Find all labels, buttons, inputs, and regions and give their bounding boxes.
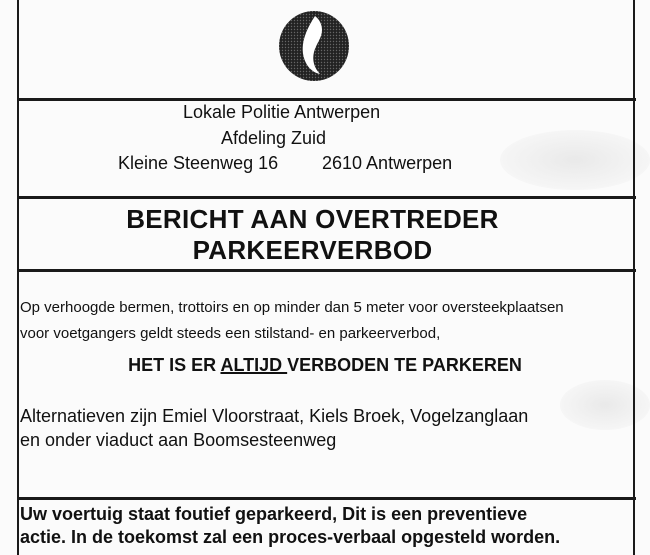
organization-name: Lokale Politie Antwerpen	[183, 102, 381, 122]
footer-line1: Uw voertuig staat foutief geparkeerd, Dit is een preventieve	[20, 504, 528, 524]
divider-title	[18, 269, 636, 272]
notice-title-line2: PARKEERVERBOD	[192, 235, 433, 265]
divider-address	[18, 196, 636, 199]
postal-city: 2610 Antwerpen	[322, 153, 453, 173]
warning-emphasis: ALTIJD	[220, 355, 288, 375]
scan-smudge	[560, 380, 650, 430]
left-border	[17, 0, 19, 555]
department-name: Afdeling Zuid	[221, 128, 327, 148]
alternatives-line1: Alternatieven zijn Emiel Vloorstraat, Kiels Broek, Vogelzanglaan	[20, 406, 529, 426]
scan-smudge	[500, 130, 650, 190]
parking-warning	[0, 354, 650, 376]
warning-before: HET IS ER	[128, 355, 221, 375]
footer-line2: actie. In de toekomst zal een proces-verbaal opgesteld worden.	[20, 527, 561, 547]
divider-footer	[18, 497, 636, 500]
rule-text-line1: Op verhoogde bermen, trottoirs en op minder dan 5 meter voor oversteekplaatsen	[20, 299, 564, 316]
rule-text-line2: voor voetgangers geldt steeds een stilstand- en parkeerverbod,	[20, 325, 441, 342]
street-address: Kleine Steenweg 16	[118, 153, 279, 173]
notice-title-line1: BERICHT AAN OVERTREDER	[126, 204, 499, 234]
right-border	[633, 0, 635, 555]
alternatives-line2: en onder viaduct aan Boomsesteenweg	[20, 430, 337, 450]
warning-after: VERBODEN TE PARKEREN	[287, 355, 522, 375]
police-flame-logo-icon	[278, 10, 350, 82]
